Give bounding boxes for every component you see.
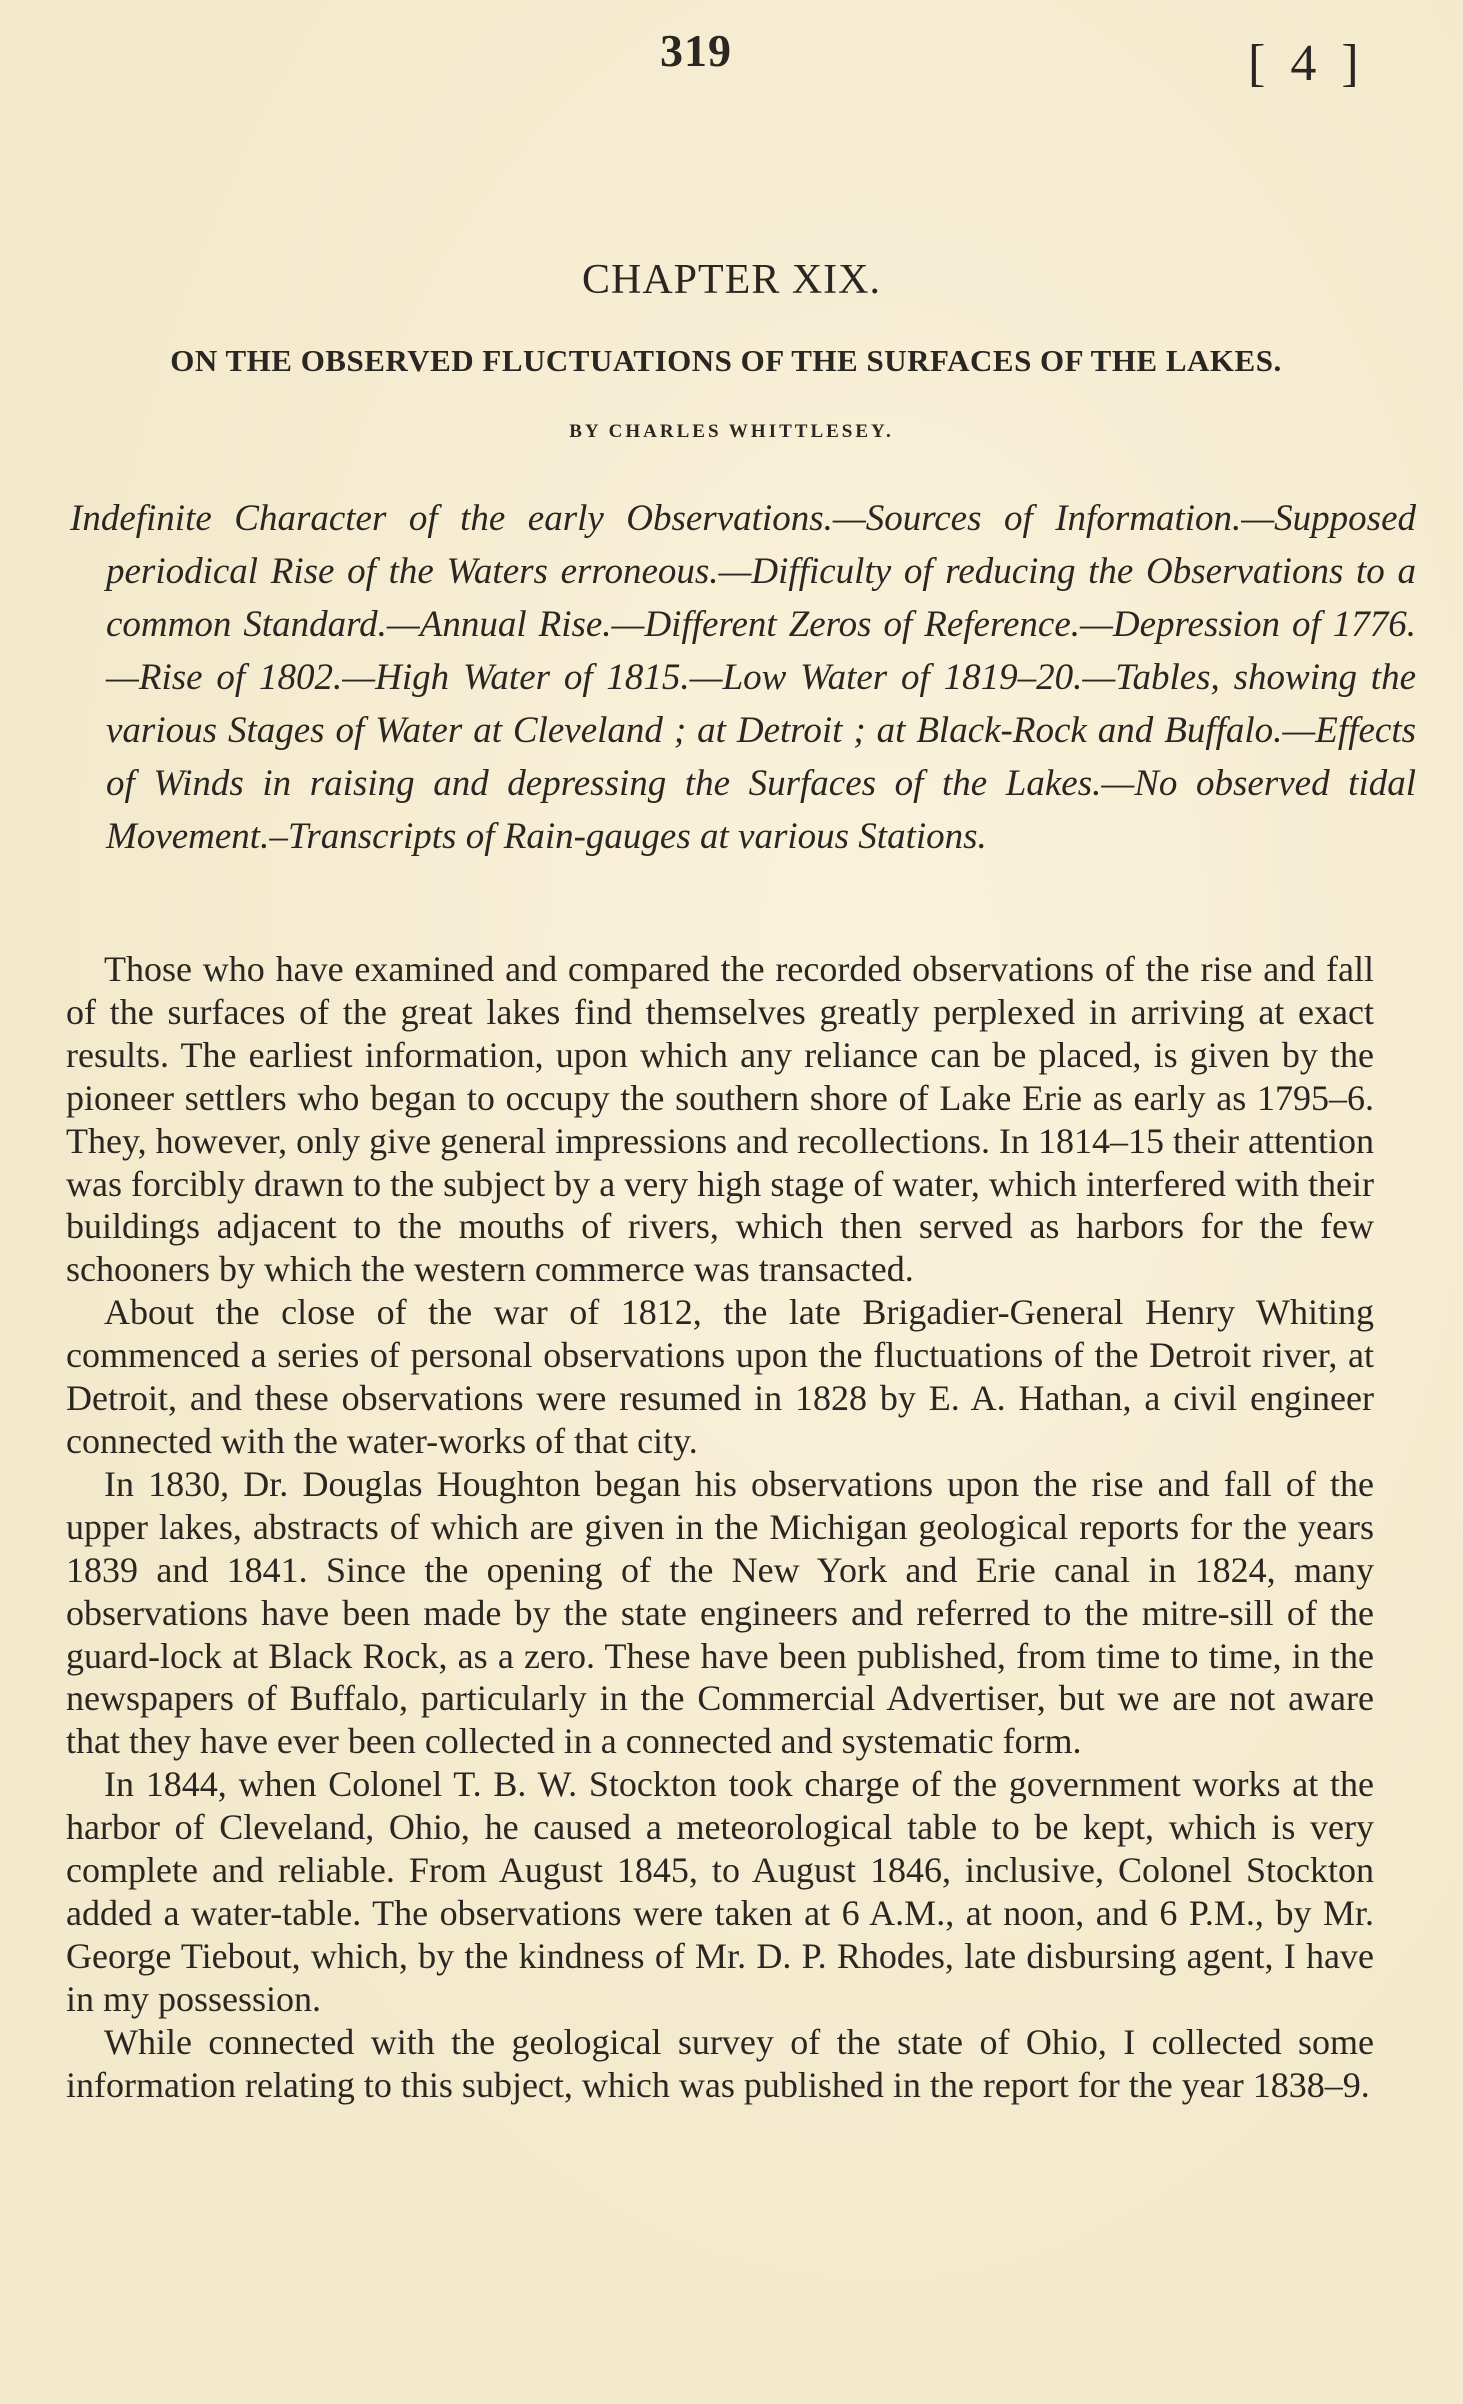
document-number: [ 4 ] [1248, 35, 1365, 92]
paragraph: In 1844, when Colonel T. B. W. Stockton took charge of the government works at the harbor of Cleveland, Ohio, he caused a meteorological table to be kept, which is very complete and reliable. From August 1845, to August 1846, inclusive, Colonel Stockton added a water-table. The observations were taken at 6 A.M., at noon, and 6 P.M., by Mr. George Tiebout, which, by the kindness of Mr. D. P. Rhodes, late disbursing agent, I have in my possession. [66, 1764, 1374, 2019]
body-text [66, 948, 1374, 2106]
chapter-title: CHAPTER XIX. [581, 257, 881, 303]
chapter-author: BY CHARLES WHITTLESEY. [569, 421, 894, 442]
paragraph: In 1830, Dr. Douglas Houghton began his observations upon the rise and fall of the upper lakes, abstracts of which are given in the Michigan geological reports for the years 1839 and 1841. Since the opening of the New York and Erie canal in 1824, many observations have been made by the state engineers and referred to the mitre-sill of the guard-lock at Black Rock, as a zero. These have been published, from time to time, in the newspapers of Buffalo, particularly in the Commercial Advertiser, but we are not aware that they have ever been collected in a connected and systematic form. [66, 1463, 1374, 1762]
paragraph: While connected with the geological survey of the state of Ohio, I collected some information relating to this subject, which was published in the report for the year 1838–9. [66, 2021, 1374, 2105]
paragraph: About the close of the war of 1812, the late Brigadier-General Henry Whiting commenced a series of personal observations upon the fluctuations of the Detroit river, at Detroit, and these observations were resumed in 1828 by E. A. Hathan, a civil engineer connected with the water-works of that city. [66, 1292, 1374, 1461]
paragraph: Those who have examined and compared the recorded observations of the rise and fall of the surfaces of the great lakes find themselves greatly perplexed in arriving at exact results. The earliest information, upon which any reliance can be placed, is given by the pioneer settlers who began to occupy the southern shore of Lake Erie as early as 1795–6. They, however, only give general impressions and recollections. In 1814–15 their attention was forcibly drawn to the subject by a very high stage of water, which interfered with their buildings adjacent to the mouths of rivers, which then served as harbors for the few schooners by which the western commerce was transacted. [66, 949, 1374, 1290]
chapter-synopsis: Indefinite Character of the early Observations.—Sources of Information.—Supposed periodical Rise of the Waters erroneous.—Difficulty of reducing the Observations to a common Standard.—Annual Rise.—Different Zeros of Reference.—Depression of 1776.—Rise of 1802.—High Water of 1815.—Low Water of 1819–20.—Tables, showing the various Stages of Water at Cleveland ; at Detroit ; at Black-Rock and Buffalo.—Effects of Winds in raising and depressing the Surfaces of the Lakes.—No observed tidal Movement.–Transcripts of Rain-gauges at various Stations. [70, 498, 1416, 857]
chapter-subtitle: ON THE OBSERVED FLUCTUATIONS OF THE SURFACES OF THE LAKES. [170, 343, 1282, 378]
page-number: 319 [660, 25, 732, 76]
